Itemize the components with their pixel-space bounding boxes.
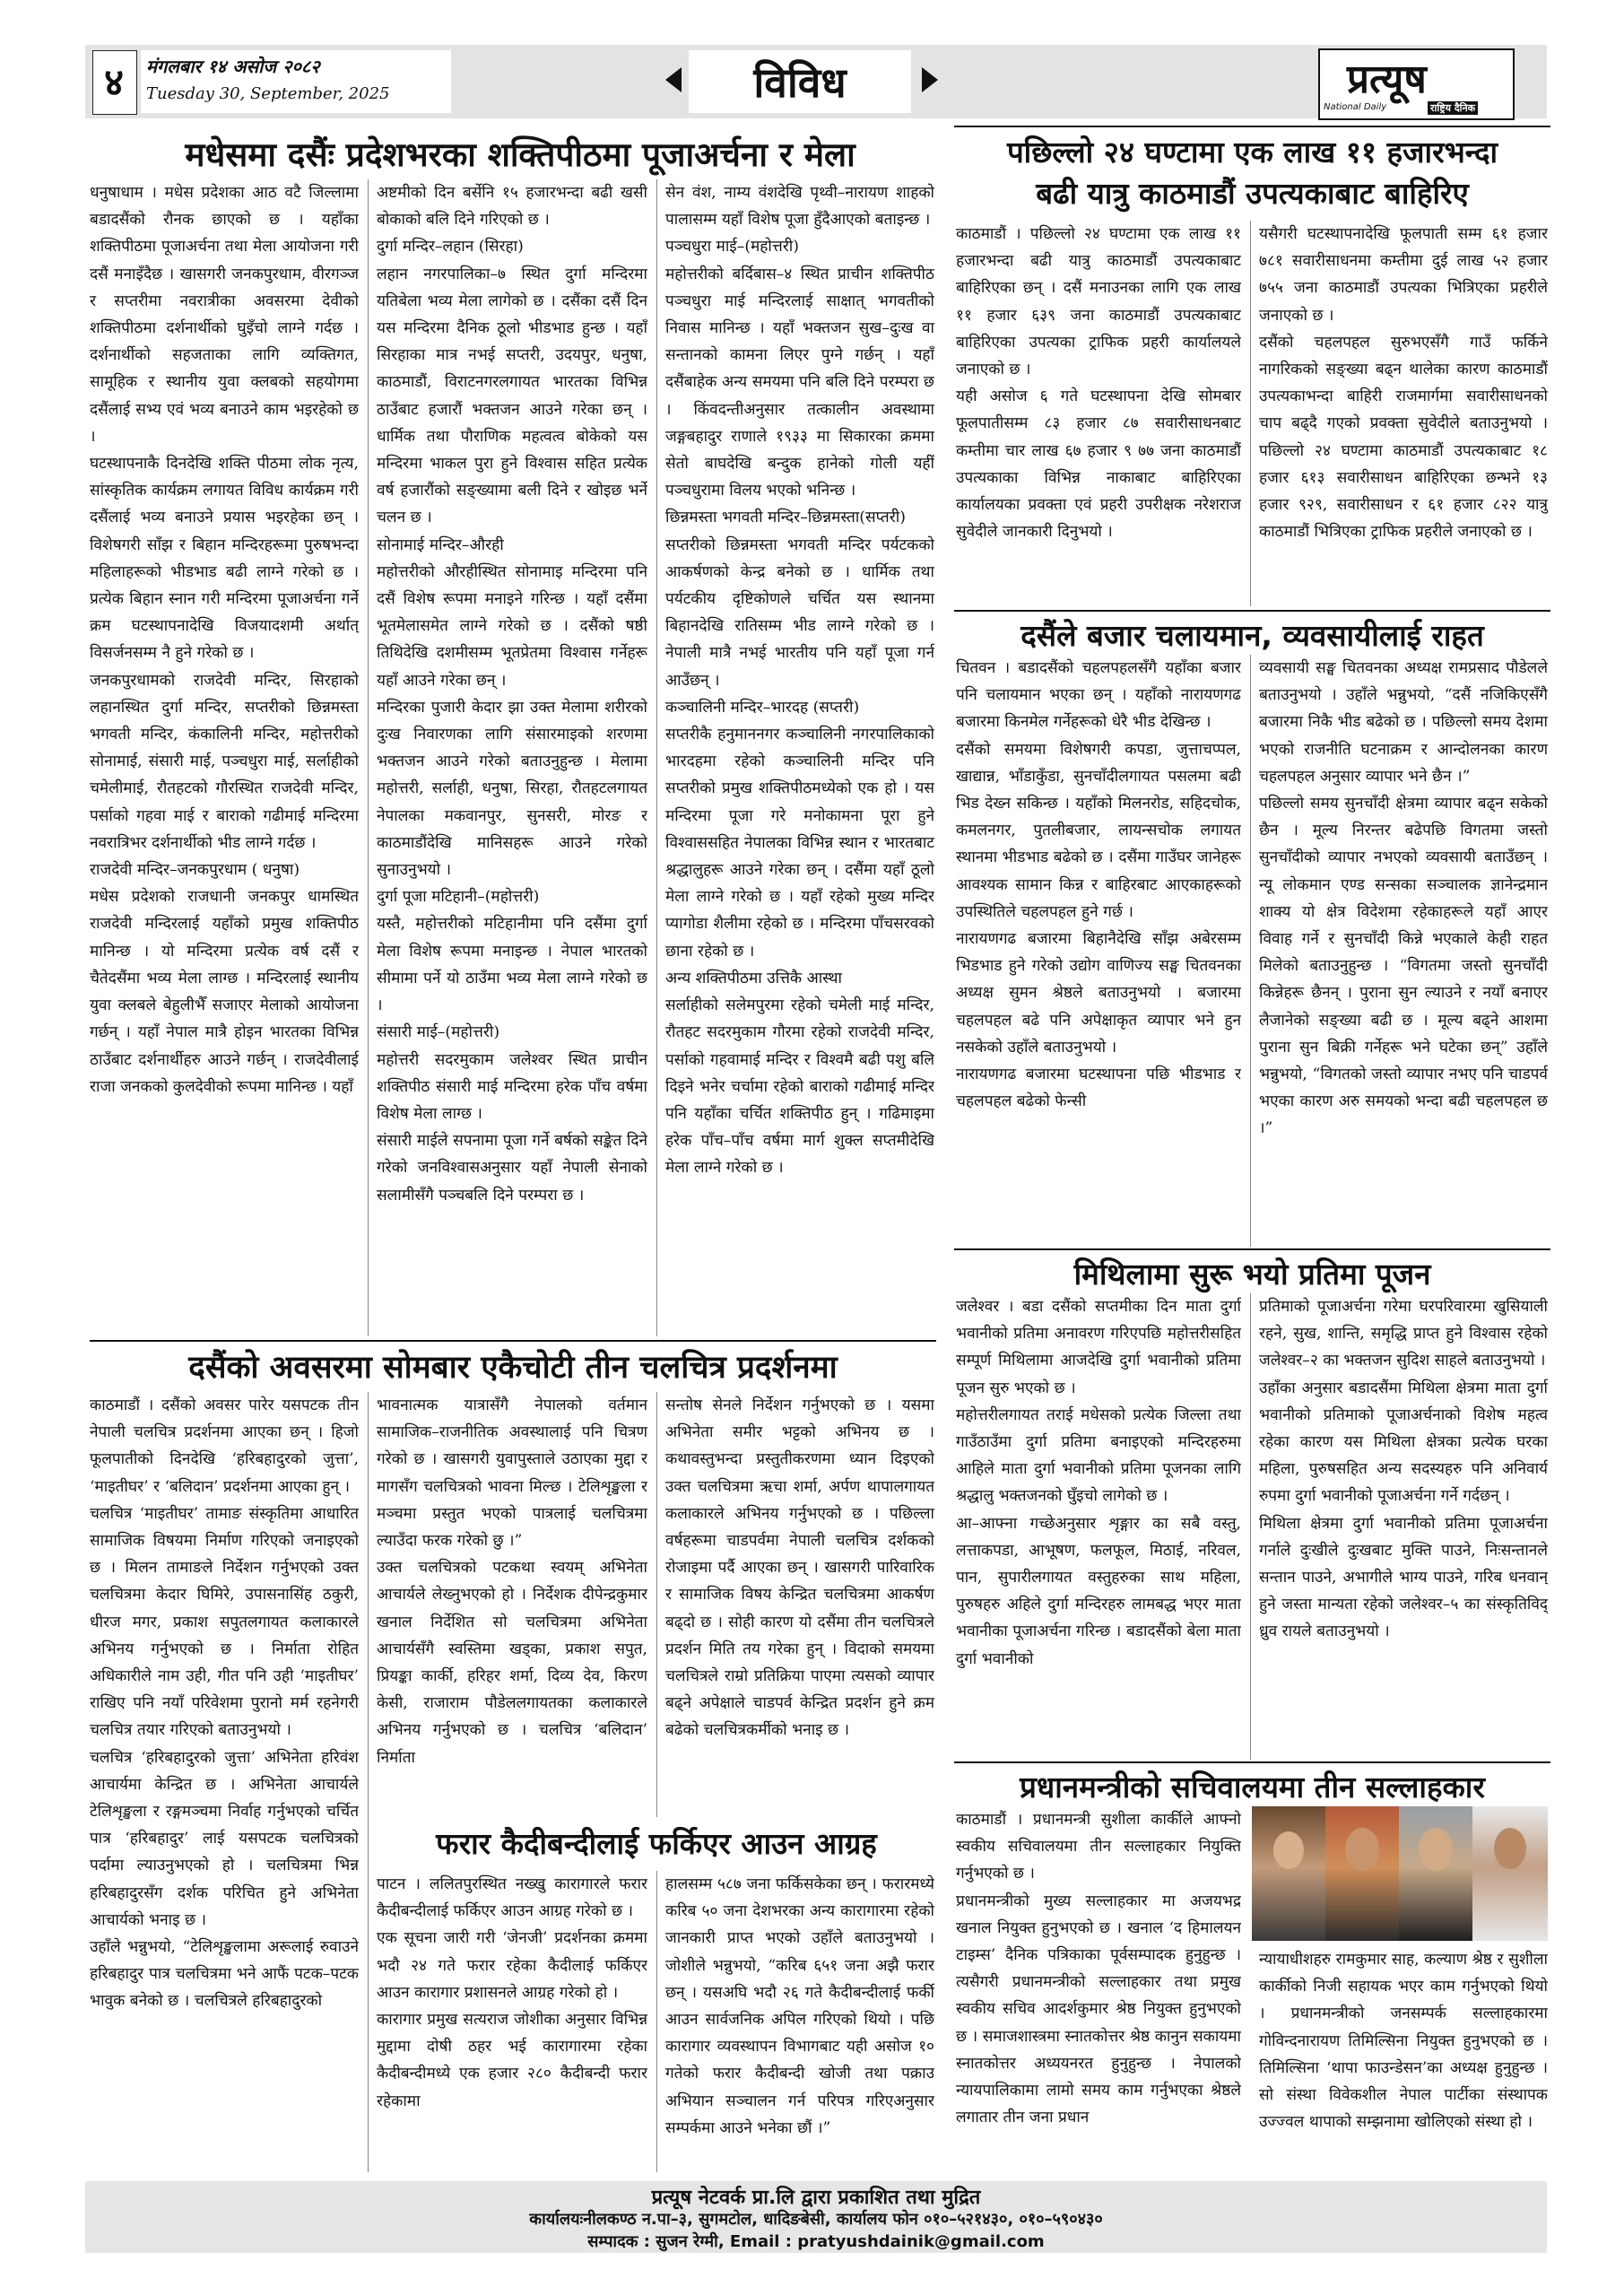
date-nepali: मंगलबार १४ असोज २०८२	[146, 56, 320, 77]
headline-rule-exodus	[954, 126, 1550, 127]
column-divider	[368, 179, 369, 1336]
section-title: विविध	[753, 58, 847, 107]
footer-editor-email: सम्पादक : सुजन रेग्मी, Email : pratyushdainik@gmail.com	[587, 2232, 1045, 2251]
exodus-article-col2: यसैगरी घटस्थापनादेखि फूलपाती सम्म ६१ हजार ७८१ सवारीसाधनमा कम्तीमा दुई लाख ५२ हजार ७५५ जना काठमाडौं उपत्यका भित्रिएका प्रहरीले जनाएको छ । दसैंको चहलपहल सुरुभएसँगै गाउँ फर्किने नागरिकको सङ्ख्या बढ्न थालेका कारण काठमाडौं उपत्यकाभन्दा बाहिरी राजमार्गमा सवारीसाधनको चाप बढ्दै गएको प्रवक्ता सुवेदीले बताउनुभयो । पछिल्लो २४ घण्टामा काठमाडौं उपत्यकाबाट १८ हजार ६१३ सवारीसाधन बाहिरिएका छन्भने १३ हजार ९२९, सवारीसाधन र ६१ हजार ८२२ यात्रु काठमाडौं भित्रिएका ट्राफिक प्रहरीले जनाएको छ ।	[1259, 225, 1548, 542]
mithila-article-col1: जलेश्वर । बडा दसैंको सप्तमीका दिन माता दुर्गा भवानीको प्रतिमा अनावरण गरिएपछि महोत्तरीसहित सम्पूर्ण मिथिलामा आजदेखि दुर्गा भवानीको प्रतिमा पूजन सुरु भएको छ । महोत्तरीलगायत तराई मधेसको प्रत्येक जिल्ला तथा गाउँठाउँमा दुर्गा प्रतिमा बनाइएको मन्दिरहरुमा आहिले माता दुर्गा भवानीको प्रतिमा पूजनका लागि श्रद्धालु भक्तजनको घुँइचो लागेको छ । आ–आफ्ना गच्छेअनुसार शृङ्गार का सबै वस्तु, लत्ताकपडा, आभूषण, फलफूल, मिठाई, नरिवल, पान, सुपारीलगायत वस्तुहरुका साथ महिला, पुरुषहरु अहिले दुर्गा मन्दिरहरु लामबद्ध भएर माता भवानीका पूजाअर्चना गरिन्छ । बडादसैंको बेला माता दुर्गा भवानीको	[956, 1298, 1241, 1668]
headline-films: दसैंको अवसरमा सोमबार एकैचोटी तीन चलचित्र प्रदर्शनमा	[188, 1350, 838, 1386]
headline-exodus-line1: पछिल्लो २४ घण्टामा एक लाख ११ हजारभन्दा	[1006, 135, 1498, 170]
prisoners-article-col2: हालसम्म ५८७ जना फर्किसकेका छन् । फरारमध्ये करिब ५० जना देशभरका अन्य कारागारमा रहेको जानकारी प्राप्त भएको उहाँले बताउनुभयो । जोशीले भन्नुभयो, “करिब ६५१ जना अझै फरार छन् । यसअघि भदौ २६ गते कैदीबन्दीलाई फर्की आउन सार्वजनिक अपिल गरिएको थियो । पछि कारागार व्यवस्थापन विभागबाट यही असोज १० गतेको फरार कैदीबन्दी खोजी तथा पक्राउ अभियान सञ्चालन गर्न परिपत्र गरिएअनुसार सम्पर्कमा आउने भनेका छौं ।”	[665, 1875, 934, 2137]
footer-address: कार्यालयःनीलकण्ठ न.पा–३, सुगमटोल, धादिङबेसी, कार्यालय फोन ०१०–५२१४३०, ०१०–५९०४३०	[529, 2210, 1103, 2229]
headline-rule-pm	[954, 1761, 1550, 1763]
logo-sub-english: National Daily	[1324, 102, 1387, 112]
headline-rule-films	[90, 1340, 936, 1342]
exodus-article-col1: काठमाडौं । पछिल्लो २४ घण्टामा एक लाख ११ हजारभन्दा बढी यात्रु काठमाडौं उपत्यकाबाट बाहिरिएका छन् । दसैं मनाउनका लागि एक लाख ११ हजार ६३९ जना काठमाडौं उपत्यकाबाट बाहिरिएका उपत्यका ट्राफिक प्रहरी कार्यालयले जनाएको छ । यही असोज ६ गते घटस्थापना देखि सोमबार फूलपातीसम्म ८३ हजार ८७ सवारीसाधनबाट कम्तीमा चार लाख ६७ हजार ९ ७७ जना काठमाडौं उपत्यकाका विभिन्न नाकाबाट बाहिरिएका कार्यालयका प्रवक्ता एवं प्रहरी उपरीक्षक नरेशराज सुवेदीले जानकारी दिनुभयो ।	[956, 225, 1241, 542]
market-article-col2: व्यवसायी सङ्घ चितवनका अध्यक्ष रामप्रसाद पौडेलले बताउनुभयो । उहाँले भन्नुभयो, “दसैं नजिकिएसँगै बजारमा निकै भीड बढेको छ । पछिल्लो समय देशमा भएको राजनीति घटनाक्रम र आन्दोलनका कारण चहलपहल अनुसार व्यापार भने छैन ।” पछिल्लो समय सुनचाँदी क्षेत्रमा व्यापार बढ्न सकेको छैन । मूल्य निरन्तर बढेपछि विगतमा जस्तो सुनचाँदीको व्यापार नभएको व्यवसायी बताउँछन् । न्यू लोकमान एण्ड सन्सका सञ्चालक ज्ञानेन्द्रमान शाक्य यो क्षेत्र विदेशमा रहेकाहरूले यहाँ आएर विवाह गर्ने र सुनचाँदी किन्ने भएकाले केही राहत मिलेको बताउनुहुन्छ । “विगतमा जस्तो सुनचाँदी किन्नेहरू छैनन् । पुराना सुन ल्याउने र नयाँ बनाएर लैजानेको सङ्ख्या बढी छ । मूल्य बढ्ने आशमा पुराना सुन बिक्री गर्नेहरू भने घटेका छन्” उहाँले भन्नुभयो, “विगतको जस्तो व्यापार नभए पनि चाडपर्व भएका कारण अरु समयको भन्दा बढी चहलपहल छ ।”	[1259, 659, 1548, 1138]
logo-wordmark: प्रत्यूष	[1347, 57, 1427, 102]
column-divider	[656, 1392, 657, 1817]
page-number: ४	[104, 60, 124, 104]
headline-market: दसैंले बजार चलायमान, व्यवसायीलाई राहत	[1020, 618, 1484, 653]
pm-article-col1: काठमाडौं । प्रधानमन्त्री सुशीला कार्कीले आफ्नो स्वकीय सचिवालयमा तीन सल्लाहकार नियुक्ति गर्नुभएको छ । प्रधानमन्त्रीको मुख्य सल्लाहकार मा अजयभद्र खनाल नियुक्त हुनुभएको छ । खनाल ‘द हिमालयन टाइम्स’ दैनिक पत्रिकाका पूर्वसम्पादक हुनुहुन्छ । त्यसैगरी प्रधानमन्त्रीको सल्लाहकार तथा प्रमुख स्वकीय सचिव आदर्शकुमार श्रेष्ठ नियुक्त हुनुभएको छ । समाजशास्त्रमा स्नातकोत्तर श्रेष्ठ कानुन सकायमा स्नातकोत्तर अध्ययनरत हुनुहुन्छ । नेपालको न्यायपालिकामा लामो समय काम गर्नुभएका श्रेष्ठले लगातार तीन जना प्रधान	[956, 1811, 1241, 2127]
films-article-col3: सन्तोष सेनले निर्देशन गर्नुभएको छ । यसमा अभिनेता समीर भट्टको अभिनय छ । कथावस्तुभन्दा प्रस्तुतीकरणमा ध्यान दिइएको उक्त चलचित्रमा ऋचा शर्मा, अर्पण थापालगायत कलाकारले अभिनय गर्नुभएको छ । पछिल्ला वर्षहरूमा चाडपर्वमा नेपाली चलचित्र दर्शकको रोजाइमा पर्दै आएका छन् । खासगरी पारिवारिक र सामाजिक विषय केन्द्रित चलचित्रमा आकर्षण बढ्दो छ । सोही कारण यो दसैंमा तीन चलचित्रले प्रदर्शन मिति तय गरेका हुन् । विदाको समयमा चलचित्रले राम्रो प्रतिक्रिया पाएमा त्यसको व्यापार बढ्ने अपेक्षाले चाडपर्व केन्द्रित प्रदर्शन हुने क्रम बढेको चलचित्रकर्मीको भनाइ छ ।	[665, 1396, 934, 1740]
madhes-article-col3: सेन वंश, नाम्य वंशदेखि पृथ्वी–नारायण शाहको पालासम्म यहाँ विशेष पूजा हुँदैआएको बताइन्छ । पञ्चधुरा माई–(महोत्तरी) महोत्तरीको बर्दिबास–४ स्थित प्राचीन शक्तिपीठ पञ्चधुरा माई मन्दिरलाई साक्षात् भगवतीको निवास मानिन्छ । यहाँ भक्तजन सुख–दुःख वा सन्तानको कामना लिएर पुग्ने गर्छन् । यहाँ दसैंबाहेक अन्य समयमा पनि बलि दिने परम्परा छ । किंवदन्तीअनुसार तत्कालीन अवस्थामा जङ्गबहादुर राणाले १९३३ मा सिकारका क्रममा सेतो बाघदेखि बन्दुक हानेको गोली यहीँ पञ्चधुरामा विलय भएको भनिन्छ । छिन्नमस्ता भगवती मन्दिर–छिन्नमस्ता(सप्तरी) सप्तरीको छिन्नमस्ता भगवती मन्दिर पर्यटकको आकर्षणको केन्द्र बनेको छ । धार्मिक तथा पर्यटकीय दृष्टिकोणले चर्चित यस स्थानमा बिहानदेखि रातिसम्म भीड लाग्ने गरेको छ । नेपाली मात्रै नभई भारतीय पनि यहाँ पूजा गर्न आउँछन् । कञ्चालिनी मन्दिर–भारदह (सप्तरी) सप्तरीकै हनुमाननगर कञ्चालिनी नगरपालिकाको भारदहमा रहेको कञ्चालिनी मन्दिर पनि सप्तरीको प्रमुख शक्तिपीठमध्येको एक हो । यस मन्दिरमा पूजा गरे मनोकामना पूरा हुने विश्वाससहित नेपालका विभिन्न स्थान र भारतबाट श्रद्धालुहरू आउने गरेका छन् । दसैंमा यहाँ ठूलो मेला लाग्ने गरेको छ । यहाँ रहेको मुख्य मन्दिर प्यागोडा शैलीमा रहेको छ । मन्दिरमा पाँचसरवको छाना रहेको छ । अन्य शक्तिपीठमा उत्तिकै आस्था सर्लाहीको सलेमपुरमा रहेको चमेली माई मन्दिर, रौतहट सदरमुकाम गौरमा रहेको राजदेवी मन्दिर, पर्साको गहवामाई मन्दिर र विश्वमै बढी पशु बलि दिइने भनेर चर्चामा रहेको बाराको गढीमाई मन्दिर पनि यहाँका चर्चित शक्तिपीठ हुन् । गढिमाइमा हरेक पाँच–पाँच वर्षमा मार्ग शुक्ल सप्तमीदेखि मेला लाग्ने गरेको छ ।	[665, 184, 934, 1178]
headline-rule-mithila	[954, 1248, 1550, 1250]
footer-publisher: प्रत्यूष नेटवर्क प्रा.लि द्वारा प्रकाशित तथा मुद्रित	[651, 2187, 981, 2209]
headline-exodus-line2: बढी यात्रु काठमाडौं उपत्यकाबाट बाहिरिए	[1036, 176, 1469, 211]
headline-mithila: मिथिलामा सुरू भयो प्रतिमा पूजन	[1073, 1257, 1431, 1292]
column-divider	[1250, 221, 1251, 606]
prisoners-article-col1: पाटन । ललितपुरस्थित नख्खु कारागारले फरार कैदीबन्दीलाई फर्किएर आउन आग्रह गरेको छ । एक सूचना जारी गरी ‘जेनजी’ प्रदर्शनका क्रममा भदौ २४ गते फरार रहेका कैदीलाई फर्किएर आउन कारागार प्रशासनले आग्रह गरेको हो । कारागार प्रमुख सत्यराज जोशीका अनुसार विभिन्न मुद्दामा दोषी ठहर भई कारागारमा रहेका कैदीबन्दीमध्ये एक हजार २८० कैदीबन्दी फरार रहेकामा	[377, 1875, 647, 2110]
films-article-col2: भावनात्मक यात्रासँगै नेपालको वर्तमान सामाजिक–राजनीतिक अवस्थालाई पनि चित्रण गरेको छ । खासगरी युवापुस्ताले उठाएका मुद्दा र मागसँग चलचित्रको भावना मिल्छ । टेलिशृङ्खला र मञ्चमा प्रस्तुत भएको पात्रलाई चलचित्रमा ल्याउँदा फरक गरेको छु ।” उक्त चलचित्रको पटकथा स्वयम् अभिनेता आचार्यले लेख्नुभएको हो । निर्देशक दीपेन्द्रकुमार खनाल निर्देशित सो चलचित्रमा अभिनेता आचार्यसँगै स्वस्तिमा खड्का, प्रकाश सपुत, प्रियङ्का कार्की, हरिहर शर्मा, दिव्य देव, किरण केसी, राजाराम पौडेललगायतका कलाकारले अभिनय गर्नुभएको छ । चलचित्र ‘बलिदान’ निर्माता	[377, 1396, 647, 1767]
logo-sub-nepali: राष्ट्रिय दैनिक	[1428, 101, 1478, 115]
column-divider	[368, 1392, 369, 2172]
pm-article-col2: न्यायाधीशहरु रामकुमार साह, कल्याण श्रेष्ठ र सुशीला कार्कीको निजी सहायक भएर काम गर्नुभएको थियो । प्रधानमन्त्रीको जनसम्पर्क सल्लाहकारमा गोविन्दनारायण तिमिल्सिना नियुक्त हुनुभएको छ । तिमिल्सिना ‘थापा फाउन्डेसन’का अध्यक्ष हुनुहुन्छ । सो संस्था विवेकशील नेपाल पार्टीका संस्थापक उज्ज्वल थापाको सम्झनामा खोलिएको संस्था हो ।	[1259, 1951, 1548, 2132]
column-divider	[656, 1871, 657, 2172]
market-article-col1: चितवन । बडादसैंको चहलपहलसँगै यहाँका बजार पनि चलायमान भएका छन् । यहाँको नारायणगढ बजारमा किनमेल गर्नेहरूको धेरै भीड देखिन्छ । दसैंको समयमा विशेषगरी कपडा, जुत्ताचप्पल, खाद्यान्न, भाँडाकुँडा, सुनचाँदीलगायत पसलमा बढी भिड देख्न सकिन्छ । यहाँको मिलनरोड, सहिदचोक, कमलनगर, पुतलीबजार, लायन्सचोक लगायत स्थानमा भीडभाड बढेको छ । दसैंमा गाउँघर जानेहरू आवश्यक सामान किन्न र बाहिरबाट आएकाहरूको उपस्थितिले चहलपहल हुने गर्छ । नारायणगढ बजारमा बिहानैदेखि साँझ अबेरसम्म भिडभाड हुने गरेको उद्योग वाणिज्य सङ्घ चितवनका अध्यक्ष सुमन श्रेष्ठले बताउनुभयो । बजारमा चहलपहल बढे पनि अपेक्षाकृत व्यापार भने हुन नसकेको उहाँले बताउनुभयो । नारायणगढ बजारमा घटस्थापना पछि भीडभाड र चहलपहल बढेको फेन्सी	[956, 659, 1241, 1111]
date-english: Tuesday 30, September, 2025	[146, 84, 390, 103]
madhes-article-col2: अष्टमीको दिन बर्सेनि १५ हजारभन्दा बढी खसी बोकाको बलि दिने गरिएको छ । दुर्गा मन्दिर–लहान (सिरहा) लहान नगरपालिका–७ स्थित दुर्गा मन्दिरमा यतिबेला भव्य मेला लागेको छ । दसैंका दसैं दिन यस मन्दिरमा दैनिक ठूलो भीडभाड हुन्छ । यहाँ सिरहाका मात्र नभई सप्तरी, उदयपुर, धनुषा, काठमाडौं, विराटनगरलगायत भारतका विभिन्न ठाउँबाट हजारौं भक्तजन आउने गरेका छन् । धार्मिक तथा पौराणिक महत्वत्व बोकेको यस मन्दिरमा भाकल पुरा हुने विश्वास सहित प्रत्येक वर्ष हजारौंको सङ्ख्यामा बली दिने र खोइछ भर्ने चलन छ । सोनामाई मन्दिर–औरही महोत्तरीको औरहीस्थित सोनामाइ मन्दिरमा पनि दसैं विशेष रूपमा मनाइने गरिन्छ । यहाँ दसैंमा भूतमेलासमेत लाग्ने गरेको छ । दसैंको षष्ठी तिथिदेखि दशमीसम्म भूतप्रेतमा विश्वास गर्नेहरू यहाँ आउने गरेका छन् । मन्दिरका पुजारी केदार झा उक्त मेलामा शरीरको दुःख निवारणका लागि संसारमाइको शरणमा भक्तजन आउने गरेको बताउनुहुन्छ । मेलामा महोत्तरी, सर्लाही, धनुषा, सिरहा, रौतहटलगायत नेपालका मकवानपुर, सुनसरी, मोरङ र काठमाडौंदेखि मानिसहरू आउने गरेको सुनाउनुभयो । दुर्गा पूजा मटिहानी–(महोत्तरी) यस्तै, महोत्तरीको मटिहानीमा पनि दसैंमा दुर्गा मेला विशेष रूपमा मनाइन्छ । नेपाल भारतको सीमामा पर्ने यो ठाउँमा भव्य मेला लाग्ने गरेको छ । संसारी माई–(महोत्तरी) महोत्तरी सदरमुकाम जलेश्वर स्थित प्राचीन शक्तिपीठ संसारी माई मन्दिरमा हरेक पाँच वर्षमा विशेष मेला लाग्छ । संसारी माईले सपनामा पूजा गर्ने बर्षको सङ्केत दिने गरेको जनविश्वासअनुसार यहाँ नेपाली सेनाको सलामीसँगै पञ्चबलि दिने परम्परा छ ।	[377, 184, 647, 1205]
headline-madhes-dashain: मधेसमा दसैंः प्रदेशभरका शक्तिपीठमा पूजाअर्चना र मेला	[185, 135, 855, 174]
headline-prisoners: फरार कैदीबन्दीलाई फर्किएर आउन आग्रह	[436, 1826, 877, 1861]
advisor-photo	[1399, 1806, 1472, 1941]
column-divider	[1250, 1293, 1251, 1760]
section-left-arrow	[665, 67, 682, 92]
advisor-photo	[1252, 1806, 1325, 1941]
mithila-article-col2: प्रतिमाको पूजाअर्चना गरेमा घरपरिवारमा खुसियाली रहने, सुख, शान्ति, समृद्धि प्राप्त हुने विश्वास रहेको जलेश्वर–२ का भक्तजन सुदिश साहले बताउनुभयो । उहाँका अनुसार बडादसैंमा मिथिला क्षेत्रमा माता दुर्गा भवानीको प्रतिमाको पूजाअर्चनाको विशेष महत्व रहेका कारण यस मिथिला क्षेत्रका प्रत्येक घरका महिला, पुरुषसहित अन्य सदस्यहरु पनि अनिवार्य रुपमा दुर्गा भवानीको पूजाअर्चना गर्ने गर्दछन् । मिथिला क्षेत्रमा दुर्गा भवानीको प्रतिमा पूजाअर्चना गर्नाले दुःखीले दुःखबाट मुक्ति पाउने, निःसन्तानले सन्तान पाउने, अभागीले भाग्य पाउने, गरिब धनवान् हुने जस्ता मान्यता रहेको जलेश्वर–५ का संस्कृतिविद् ध्रुव रायले बताउनुभयो ।	[1259, 1298, 1548, 1641]
headline-rule-market	[954, 610, 1550, 612]
films-article-col1: काठमाडौं । दसैंको अवसर पारेर यसपटक तीन नेपाली चलचित्र प्रदर्शनमा आएका छन् । हिजो फूलपातीको दिनदेखि ‘हरिबहादुरको जुत्ता’, ‘माइतीघर’ र ‘बलिदान’ प्रदर्शनमा आएका हुन् । चलचित्र ‘माइतीघर’ तामाङ संस्कृतिमा आधारित सामाजिक विषयमा निर्माण गरिएको जनाइएको छ । मिलन तामाङले निर्देशन गर्नुभएको उक्त चलचित्रमा केदार घिमिरे, उपासनासिंह ठकुरी, धीरज मगर, प्रकाश सपुतलगायत कलाकारले अभिनय गर्नुभएको छ । निर्माता रोहित अधिकारीले नाम उही, गीत पनि उही ‘माइतीघर’ राखिए पनि नयाँ परिवेशमा पुरानो मर्म रहनेगरी चलचित्र तयार गरिएको बताउनुभयो । चलचित्र ‘हरिबहादुरको जुत्ता’ अभिनेता हरिवंश आचार्यमा केन्द्रित छ । अभिनेता आचार्यले टेलिशृङ्खला र रङ्गमञ्चमा निर्वाह गर्नुभएको चर्चित पात्र ‘हरिबहादुर’ लाई यसपटक चलचित्रको पर्दामा ल्याउनुभएको हो । चलचित्रमा भिन्न हरिबहादुरसँग दर्शक परिचित हुने अभिनेता आचार्यको भनाइ छ । उहाँले भन्नुभयो, “टेलिशृङ्खलामा अरूलाई रुवाउने हरिबहादुर पात्र चलचित्रमा भने आफैं पटक–पटक भावुक बनेको छ । चलचित्रले हरिबहादुरको	[90, 1396, 359, 2011]
section-right-arrow	[922, 67, 938, 92]
advisors-photo-strip	[1252, 1806, 1548, 1941]
advisor-photo	[1472, 1806, 1548, 1941]
column-divider	[656, 179, 657, 1336]
madhes-article-col1: धनुषाधाम । मधेस प्रदेशका आठ वटै जिल्लामा बडादसैंको रौनक छाएको छ । यहाँका शक्तिपीठमा पूजाअर्चना तथा मेला आयोजना गरी दसैं मनाइँदैछ । खासगरी जनकपुरधाम, वीरगञ्ज र सप्तरीमा नवरात्रीका अवसरमा देवीको शक्तिपीठमा दर्शनार्थीको घुइँचो लाग्ने गर्दछ । दर्शनार्थीको सहजताका लागि व्यक्तिगत, सामूहिक र स्थानीय युवा क्लबको सहयोगमा दसैंलाई सभ्य एवं भव्य बनाउने काम भइरहेको छ । घटस्थापनाकै दिनदेखि शक्ति पीठमा लोक नृत्य, सांस्कृतिक कार्यक्रम लगायत विविध कार्यक्रम गरी दसैंलाई भव्य बनाउने प्रयास भइरहेका छन् । विशेषगरी साँझ र बिहान मन्दिरहरूमा पुरुषभन्दा महिलाहरूको भीडभाड बढी लाग्ने गरेको छ । प्रत्येक बिहान स्नान गरी मन्दिरमा पूजाअर्चना गर्ने क्रम घटस्थापनादेखि विजयादशमी अर्थात् विसर्जनसम्म नै हुने गरेको छ । जनकपुरधामको राजदेवी मन्दिर, सिरहाको लहानस्थित दुर्गा मन्दिर, सप्तरीको छिन्नमस्ता भगवती मन्दिर, कंकालिनी मन्दिर, महोत्तरीको सोनामाई, संसारी माई, पञ्चधुरा माई, सर्लाहीको चमेलीमाई, रौतहटको गौरस्थित राजदेवी मन्दिर, पर्साको गहवा माई र बाराको गढीमाई मन्दिरमा नवरात्रिभर दर्शनार्थीको भीड लाग्ने गर्दछ । राजदेवी मन्दिर–जनकपुरधाम ( धनुषा) मधेस प्रदेशको राजधानी जनकपुर धामस्थित राजदेवी मन्दिरलाई यहाँको प्रमुख शक्तिपीठ मानिन्छ । यो मन्दिरमा प्रत्येक वर्ष दसैं र चैतेदसैंमा भव्य मेला लाग्छ । मन्दिरलाई स्थानीय युवा क्लबले बेहुलीभैँ सजाएर मेलाको आयोजना गर्छन् । यहाँ नेपाल मात्रै होइन भारतका विभिन्न ठाउँबाट दर्शनार्थीहरु आउने गर्छन् । राजदेवीलाई राजा जनकको कुलदेवीको रूपमा मानिन्छ । यहाँ	[90, 184, 359, 1096]
advisor-photo	[1325, 1806, 1399, 1941]
masthead-logo	[1318, 48, 1515, 120]
column-divider	[1250, 655, 1251, 1247]
headline-pm-advisors: प्रधानमन्त्रीको सचिवालयमा तीन सल्लाहकार	[1020, 1770, 1485, 1805]
